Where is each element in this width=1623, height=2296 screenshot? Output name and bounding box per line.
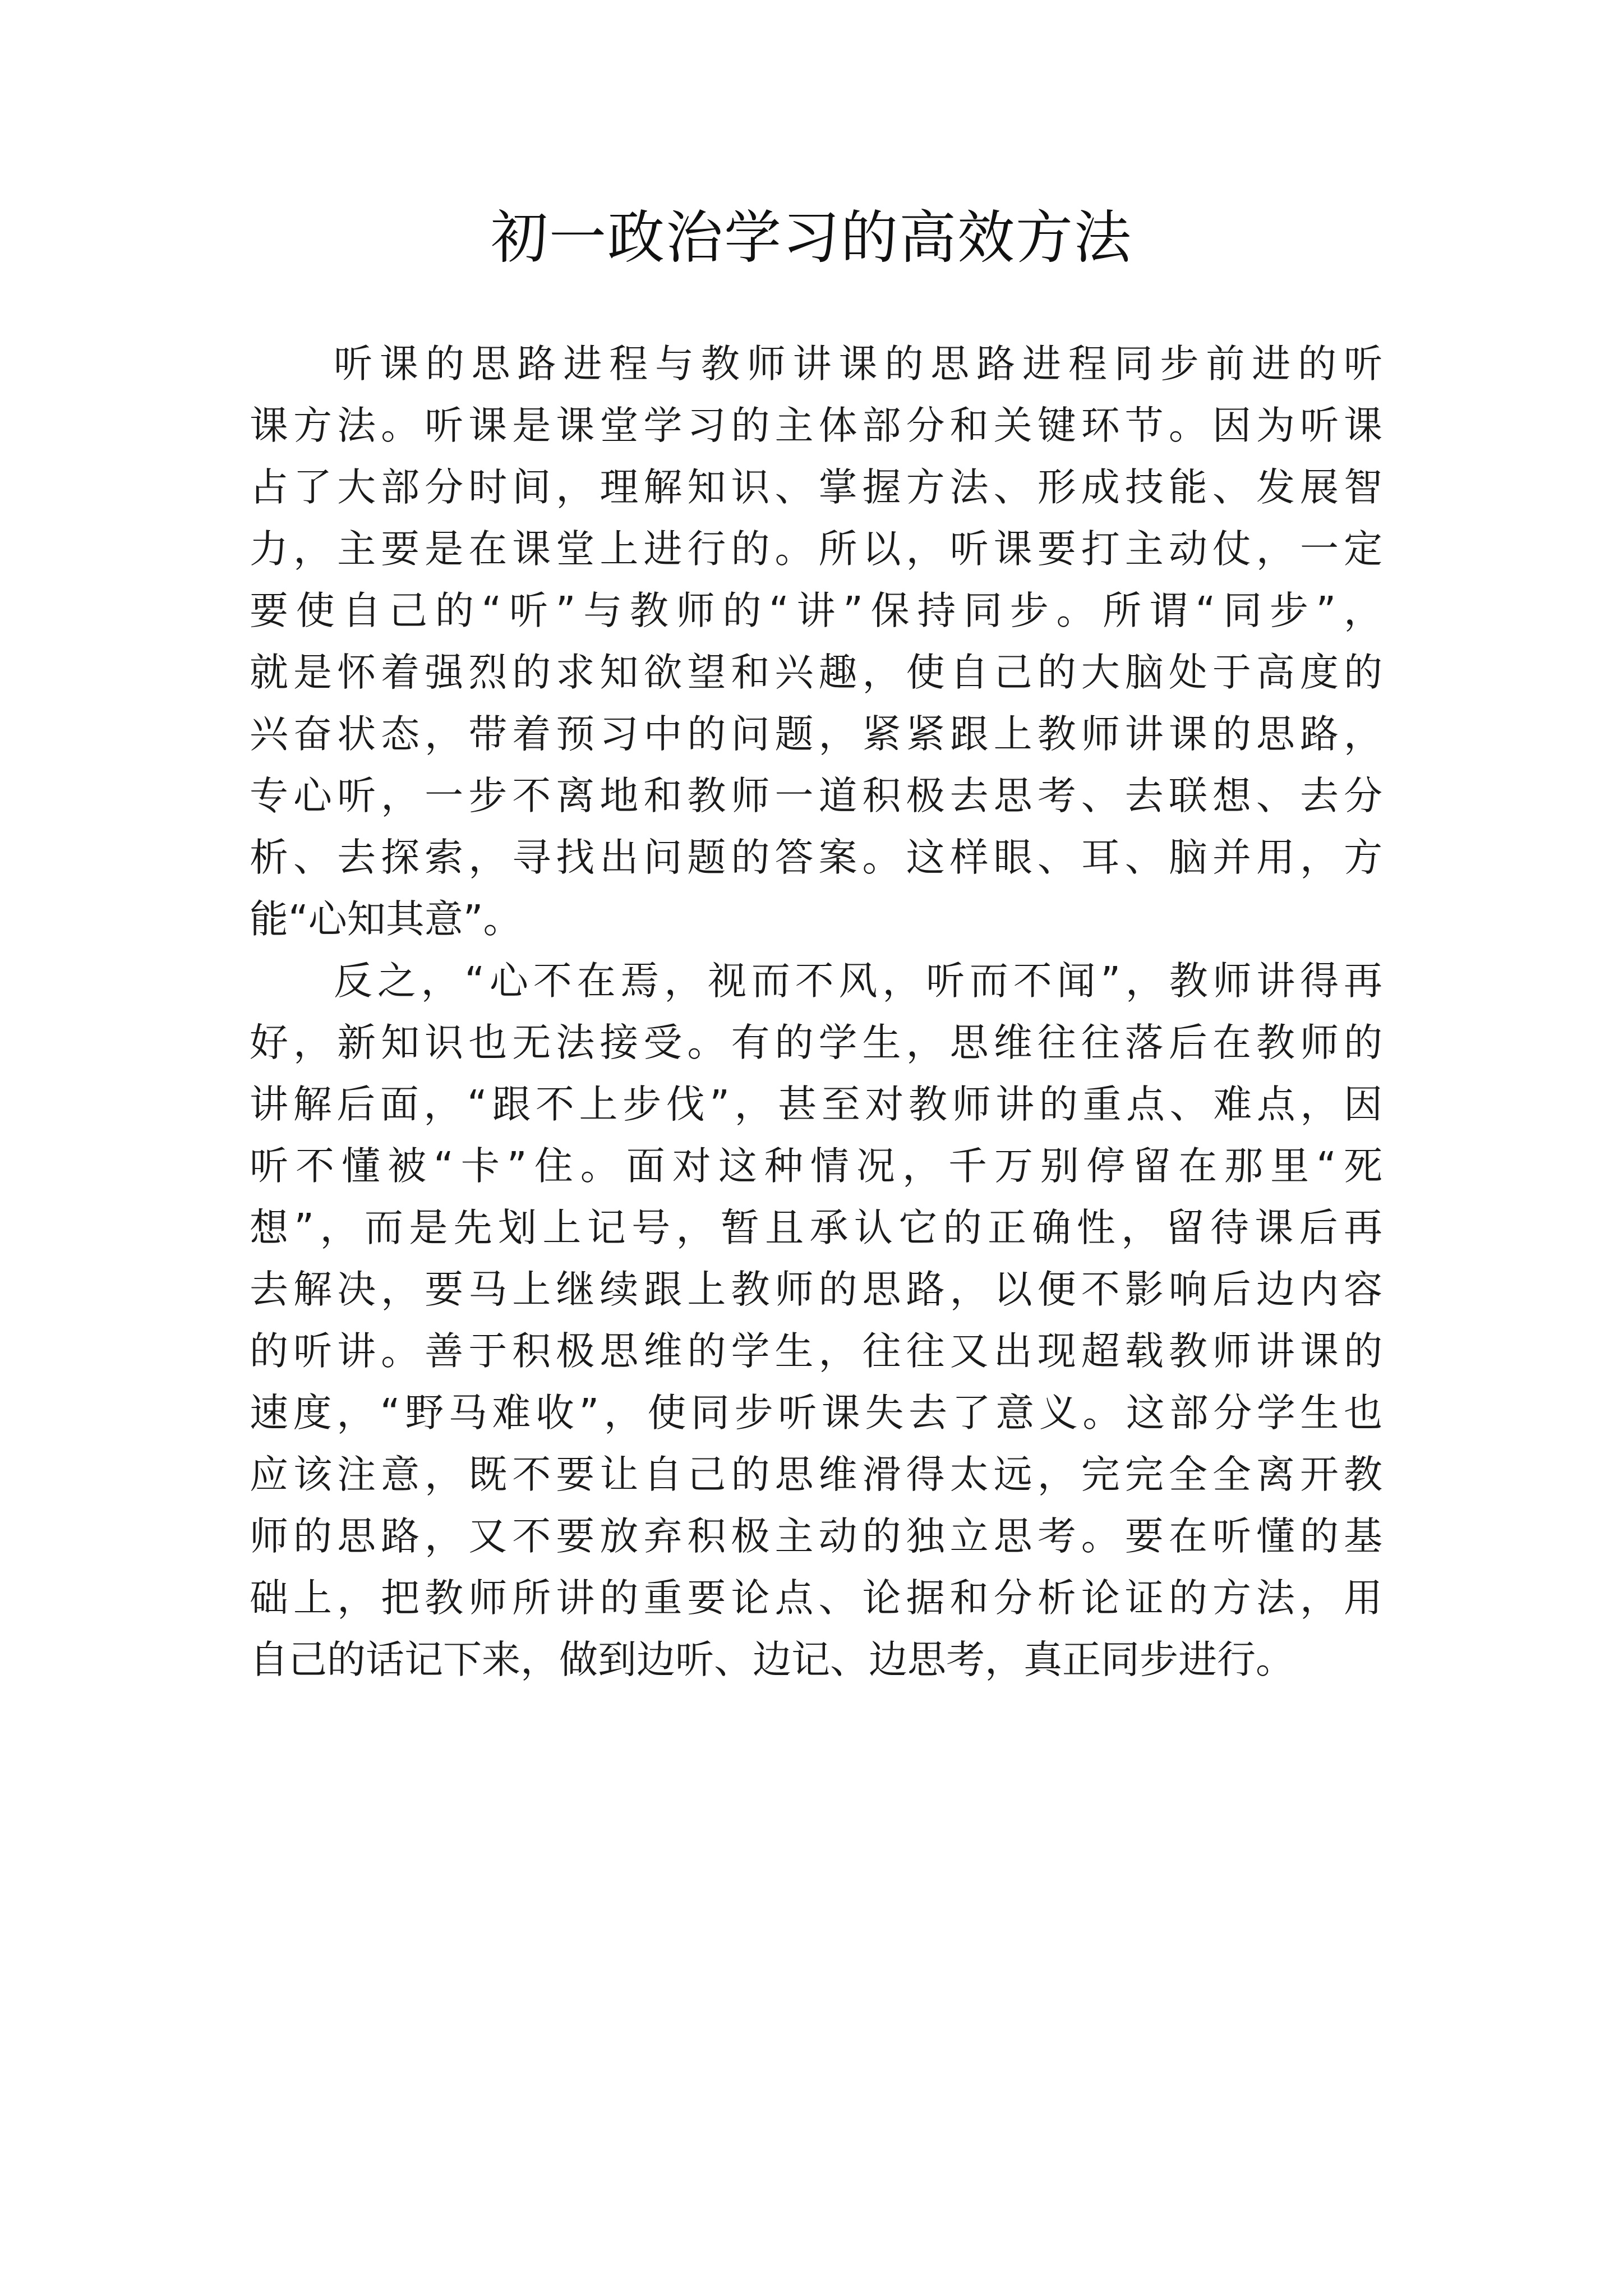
paragraph-line: 的听讲。善于积极思维的学生，往往又出现超载教师讲课的 bbox=[250, 1329, 1382, 1374]
paragraph-line: 讲解后面，“跟不上步伐”，甚至对教师讲的重点、难点，因 bbox=[250, 1082, 1382, 1127]
paragraph-line: 反之，“心不在焉，视而不风，听而不闻”，教师讲得再 bbox=[334, 959, 1382, 1004]
paragraph-1 bbox=[250, 333, 1382, 950]
paragraph-line: 力，主要是在课堂上进行的。所以，听课要打主动仗，一定 bbox=[250, 527, 1382, 572]
document-title: 初一政治学习的高效方法 bbox=[491, 205, 1132, 272]
paragraph-line: 占了大部分时间，理解知识、掌握方法、形成技能、发展智 bbox=[250, 465, 1382, 510]
paragraph-line: 自己的话记下来，做到边听、边记、边思考，真正同步进行。 bbox=[250, 1637, 1294, 1682]
paragraph-line: 课方法。听课是课堂学习的主体部分和关键环节。因为听课 bbox=[250, 403, 1382, 448]
paragraph-line: 应该注意，既不要让自己的思维滑得太远，完完全全离开教 bbox=[250, 1452, 1382, 1497]
paragraph-line: 能“心知其意”。 bbox=[250, 897, 522, 942]
paragraph-line: 兴奋状态，带着预习中的问题，紧紧跟上教师讲课的思路， bbox=[250, 712, 1382, 757]
paragraph-line: 去解决，要马上继续跟上教师的思路，以便不影响后边内容 bbox=[250, 1267, 1382, 1312]
paragraph-line: 师的思路，又不要放弃积极主动的独立思考。要在听懂的基 bbox=[250, 1514, 1382, 1559]
paragraph-2 bbox=[250, 950, 1382, 1691]
document-body bbox=[250, 333, 1382, 1691]
paragraph-line: 听不懂被“卡”住。面对这种情况，千万别停留在那里“死 bbox=[250, 1144, 1382, 1189]
paragraph-line: 专心听，一步不离地和教师一道积极去思考、去联想、去分 bbox=[250, 774, 1382, 818]
paragraph-line: 础上，把教师所讲的重要论点、论据和分析论证的方法，用 bbox=[250, 1576, 1382, 1621]
paragraph-line: 速度，“野马难收”，使同步听课失去了意义。这部分学生也 bbox=[250, 1391, 1382, 1435]
paragraph-line: 要使自己的“听”与教师的“讲”保持同步。所谓“同步”， bbox=[250, 588, 1382, 633]
paragraph-line: 想”，而是先划上记号，暂且承认它的正确性，留待课后再 bbox=[250, 1205, 1382, 1250]
paragraph-line: 析、去探索，寻找出问题的答案。这样眼、耳、脑并用，方 bbox=[250, 835, 1382, 880]
paragraph-line: 就是怀着强烈的求知欲望和兴趣，使自己的大脑处于高度的 bbox=[250, 650, 1382, 695]
paragraph-line: 听课的思路进程与教师讲课的思路进程同步前进的听 bbox=[334, 342, 1382, 386]
paragraph-line: 好，新知识也无法接受。有的学生，思维往往落后在教师的 bbox=[250, 1020, 1382, 1065]
